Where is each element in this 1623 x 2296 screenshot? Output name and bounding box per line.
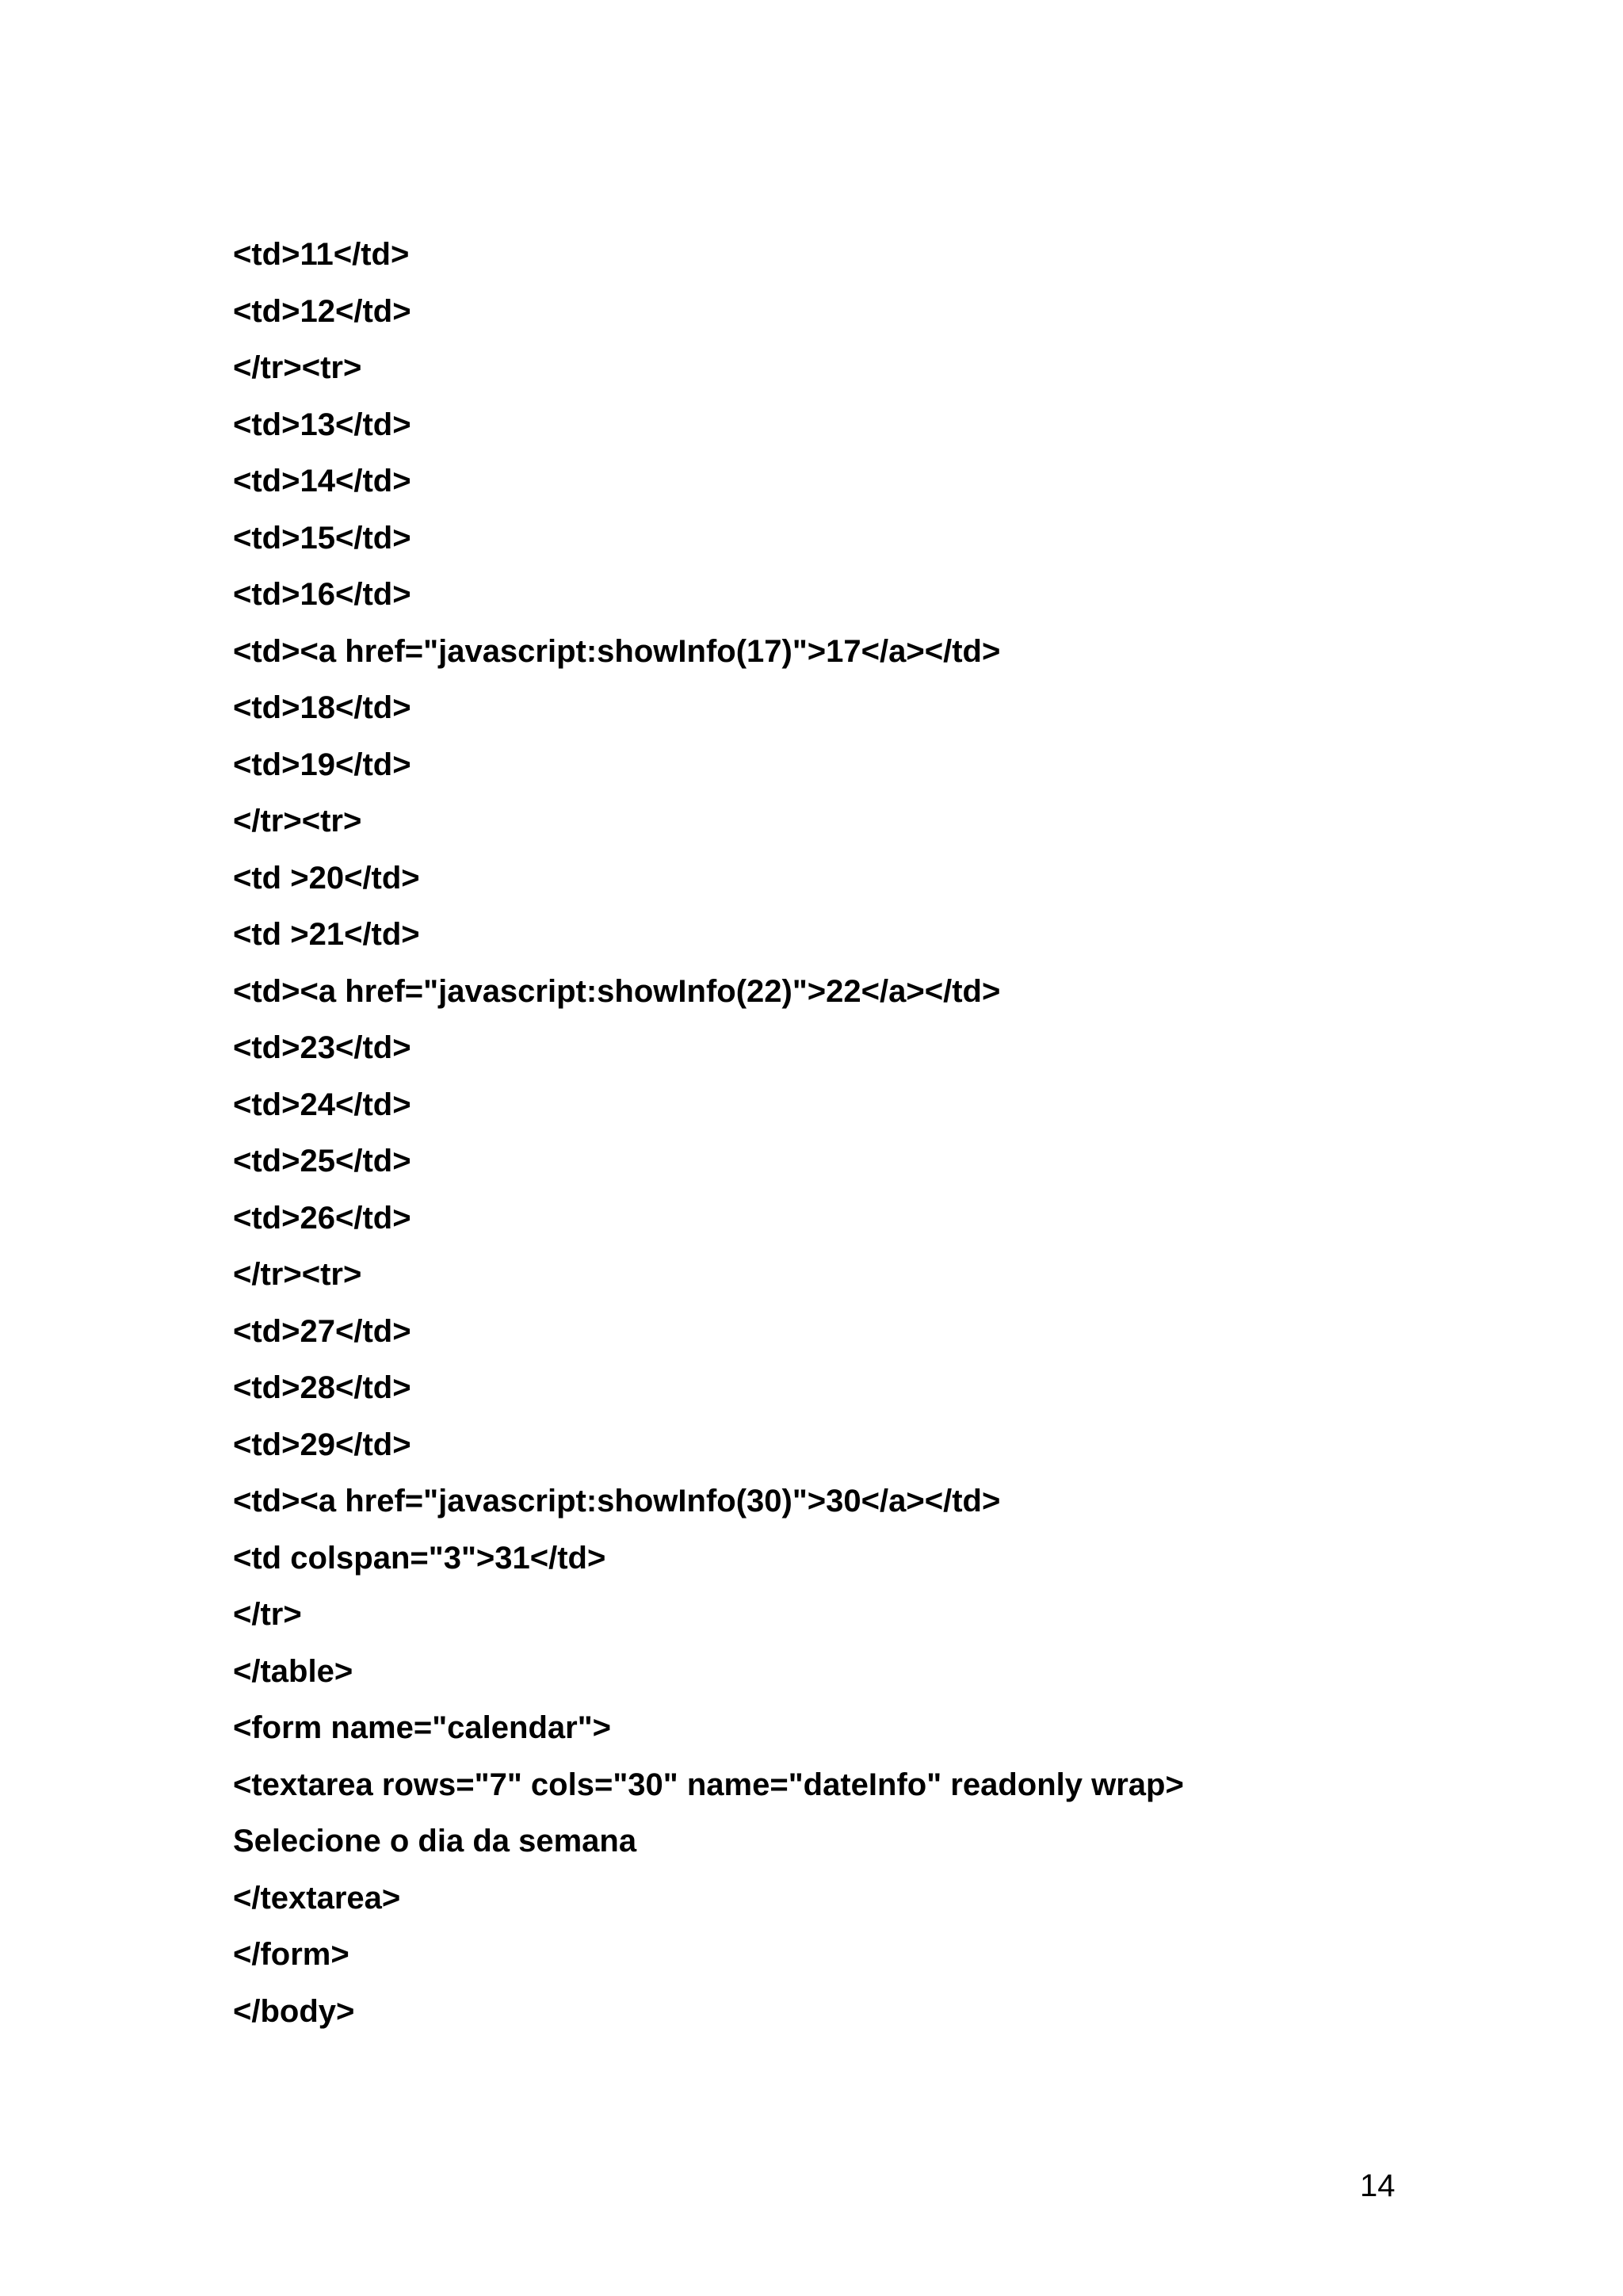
code-line: </tr><tr> [233,804,362,839]
code-line: </tr> [233,1597,302,1632]
code-line: <td>29</td> [233,1427,411,1462]
code-line: <td>13</td> [233,407,411,442]
code-line: <td>26</td> [233,1200,411,1236]
code-line: </tr><tr> [233,350,362,385]
code-line: <td>27</td> [233,1313,411,1349]
code-line: <td>18</td> [233,690,411,725]
code-line: </tr><tr> [233,1257,362,1292]
code-line: <td >21</td> [233,917,420,952]
code-line: <td>16</td> [233,577,411,612]
code-line: </textarea> [233,1880,401,1916]
code-line: <td>11</td> [233,237,410,272]
code-line: <td>28</td> [233,1370,411,1405]
code-line: <td><a href="javascript:showInfo(30)">30</a></td> [233,1484,1001,1519]
code-line: <td>23</td> [233,1030,411,1065]
code-line: <td>25</td> [233,1144,411,1179]
code-line: <form name="calendar"> [233,1710,612,1745]
code-line: </table> [233,1653,353,1689]
code-listing [233,227,1184,2040]
code-line: <td><a href="javascript:showInfo(22)">22</a></td> [233,973,1001,1009]
code-line: <td>12</td> [233,293,411,329]
code-line: <td><a href="javascript:showInfo(17)">17</a></td> [233,633,1001,669]
code-line: <td>15</td> [233,520,411,556]
code-line: <td>24</td> [233,1087,411,1122]
code-line: Selecione o dia da semana [233,1824,637,1859]
code-line: <td >20</td> [233,860,420,896]
code-line: <textarea rows="7" cols="30" name="dateInfo" readonly wrap> [233,1767,1184,1802]
code-line: </form> [233,1937,349,1972]
code-line: <td>14</td> [233,464,411,499]
page-number: 14 [1360,2168,1396,2203]
code-line: <td>19</td> [233,747,411,782]
code-line: <td colspan="3">31</td> [233,1540,606,1576]
code-line: </body> [233,1993,355,2029]
